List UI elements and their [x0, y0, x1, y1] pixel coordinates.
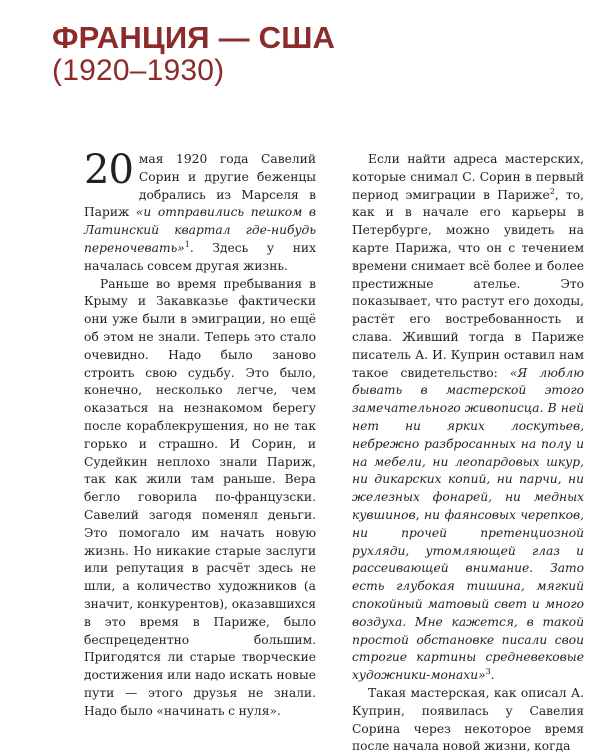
chapter-title: ФРАНЦИЯ — США: [52, 20, 336, 55]
right-paragraph-1-text-end: .: [490, 668, 495, 683]
right-paragraph-1-text-middle: , то, как и в начале его карьеры в Петербурге, можно увидеть на карте Парижа, что он с течением времени снимает всё более и более престижные ателье. Это показывает, что растут его доходы, растёт его востребованность и слава. Живший тогда в Париже писатель А. И. Куприн оставил нам такое свидетельство:: [352, 187, 584, 380]
left-paragraph-1-text-start: мая 1920 года Савелий Сорин и другие беженцы добрались из Марселя в Париж: [84, 152, 316, 220]
left-paragraph-1-text-end: . Здесь у них началась совсем другая жизнь.: [84, 240, 316, 273]
kuprin-quote: «Я люблю бывать в мастерской этого замечательного живописца. В ней нет ни ярких лоскутьев, небрежно разбросанных на полу и на мебели, ни леопардовых шкур, ни дикарских копий, ни парчи, ни железных фонарей, ни медных кувшинов, ни фаянсовых черепков, ни прочей претенциозной рухляди, утомляющей глаз и рассеивающей внимание. Зато есть глубокая тишина, мягкий спокойный матовый свет и много воздуха. Мне кажется, в такой простой обстановке писали свои строгие картины средневековые художники-монахи»: [352, 365, 584, 683]
footnote-ref-2: 2: [549, 186, 555, 196]
footnote-ref-3: 3: [485, 667, 491, 677]
left-paragraph-1: [84, 147, 316, 276]
chapter-years: (1920–1930): [52, 54, 225, 87]
right-paragraph-1-text-start: Если найти адреса мастерских, которые снимал С. Сорин в первый период эмиграции в Париже: [352, 152, 584, 202]
left-column: [84, 147, 316, 721]
right-column: [352, 151, 584, 756]
footnote-ref-1: 1: [184, 239, 190, 249]
right-paragraph-2: Такая мастерская, как описал А. Куприн, появилась у Савелия Сорина через некоторое время после начала новой жизни, когда: [352, 685, 584, 754]
drop-cap: 20: [84, 147, 133, 193]
left-paragraph-1-quote: «и отправились пешком в Латинский квартал где-нибудь переночевать»: [84, 205, 316, 255]
right-paragraph-1: [352, 151, 584, 685]
left-paragraph-2: Раньше во время пребывания в Крыму и Закавказье фактически они уже были в эмиграции, но ещё об этом не знали. Теперь это стало очевидно. Надо было заново строить свою судьбу. Это было, конечно, несколько легче, чем оказаться на незнакомом берегу после кораблекрушения, но не так горько и страшно. И Сорин, и Судейкин неплохо знали Париж, так как жили там раньше. Вера бегло говорила по-французски. Савелий загодя поменял деньги. Это помогало им начать новую жизнь. Но никакие старые заслуги или репутация в расчёт здесь не шли, а количество художников (а значит, конкурентов), оказавшихся в это время в Париже, было беспрецедентно большим. Пригодятся ли старые творческие достижения или надо искать новые пути — этого друзья не знали. Надо было «начинать с нуля».: [84, 276, 316, 718]
chapter-heading: [52, 22, 472, 88]
